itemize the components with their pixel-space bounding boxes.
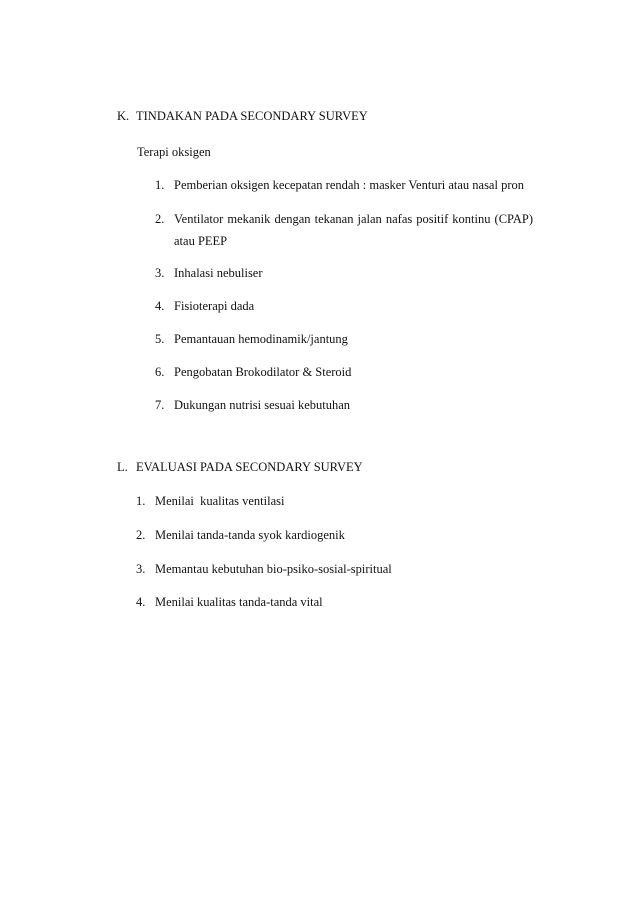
list-item-text: Dukungan nutrisi sesuai kebutuhan bbox=[174, 398, 351, 412]
list-item-number: 3. bbox=[136, 562, 146, 576]
list-item-text: Fisioterapi dada bbox=[174, 299, 255, 313]
list-item-number: 4. bbox=[136, 595, 146, 609]
list-item-text: Inhalasi nebuliser bbox=[174, 266, 263, 280]
list-item-text: Menilai tanda-tanda syok kardiogenik bbox=[155, 528, 345, 542]
section-k-title: TINDAKAN PADA SECONDARY SURVEY bbox=[136, 109, 368, 123]
list-item-text: Menilai kualitas tanda-tanda vital bbox=[155, 595, 323, 609]
section-l-letter: L. bbox=[117, 460, 128, 474]
list-item-number: 2. bbox=[155, 212, 165, 226]
list-item-number: 4. bbox=[155, 299, 165, 313]
list-item-number: 5. bbox=[155, 332, 165, 346]
list-item-text-continuation: atau PEEP bbox=[174, 234, 228, 248]
section-k-subheading: Terapi oksigen bbox=[137, 145, 211, 159]
list-item-number: 3. bbox=[155, 266, 165, 280]
list-item-number: 2. bbox=[136, 528, 146, 542]
section-k-letter: K. bbox=[117, 109, 130, 123]
list-item-number: 1. bbox=[155, 178, 165, 192]
section-l-title: EVALUASI PADA SECONDARY SURVEY bbox=[136, 460, 363, 474]
list-item-text: Menilai kualitas ventilasi bbox=[155, 494, 285, 508]
list-item-text: Pengobatan Brokodilator & Steroid bbox=[174, 365, 352, 379]
list-item-text: Pemberian oksigen kecepatan rendah : masker Venturi atau nasal pron bbox=[174, 178, 524, 192]
list-item-number: 6. bbox=[155, 365, 165, 379]
list-item-text: Memantau kebutuhan bio-psiko-sosial-spiritual bbox=[155, 562, 392, 576]
list-item-text: Ventilator mekanik dengan tekanan jalan nafas positif kontinu (CPAP) bbox=[174, 212, 533, 226]
list-item-number: 7. bbox=[155, 398, 165, 412]
list-item-number: 1. bbox=[136, 494, 146, 508]
list-item-text: Pemantauan hemodinamik/jantung bbox=[174, 332, 348, 346]
